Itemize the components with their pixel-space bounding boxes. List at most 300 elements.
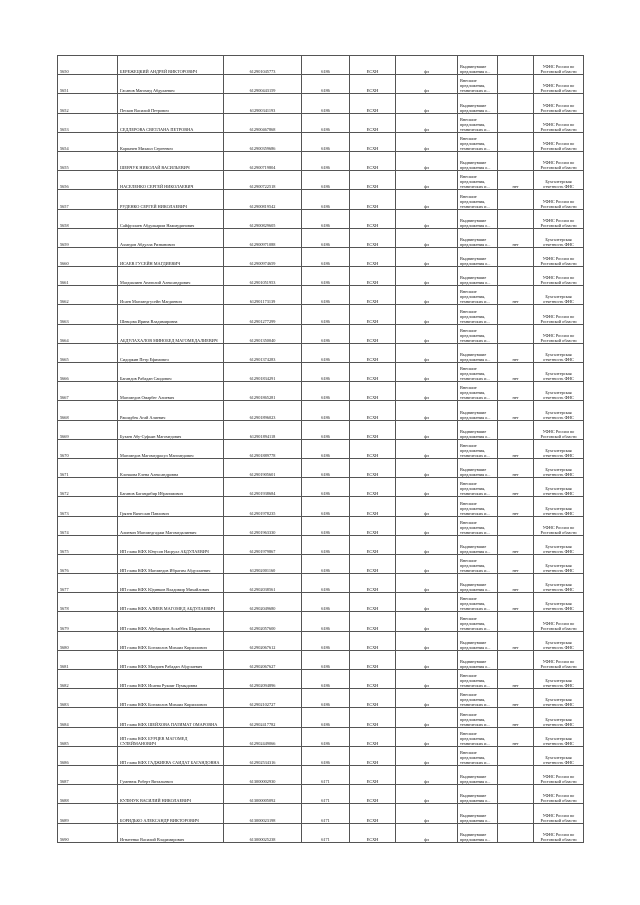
table-row: [58, 228, 584, 247]
entity-name: Алиевич Магомедгаджи Магомедалиевич: [118, 516, 224, 535]
tax-regime: ЕСХН: [350, 535, 396, 554]
region-code: 6186: [302, 670, 350, 689]
flag-mark: нет: [498, 228, 534, 247]
inn-number: 612901834291: [224, 363, 302, 382]
table-row: [58, 343, 584, 362]
row-number: 5675: [58, 535, 118, 554]
tax-regime: ЕСХН: [350, 746, 396, 765]
flag-mark: нет: [498, 343, 534, 362]
region-code: 6186: [302, 343, 350, 362]
entity-form: фл: [396, 151, 458, 170]
entity-form: фл: [396, 708, 458, 727]
inn-number: 612900443159: [224, 75, 302, 94]
entity-form: фл: [396, 593, 458, 612]
region-code: 6171: [302, 804, 350, 823]
tax-regime: ЕСХН: [350, 401, 396, 420]
entity-form: фл: [396, 631, 458, 650]
table-row: [58, 401, 584, 420]
inn-number: 612901350040: [224, 324, 302, 343]
row-number: 5665: [58, 343, 118, 362]
entity-name: Магомедов Омарбег Алиевич: [118, 382, 224, 401]
tax-regime: ЕСХН: [350, 151, 396, 170]
source-org: Бухгалтерская отчетность ФНС: [534, 382, 584, 401]
criteria-text: Внесшие предложения, технических и...: [458, 516, 498, 535]
row-number: 5661: [58, 267, 118, 286]
entity-form: фл: [396, 401, 458, 420]
flag-mark: [498, 650, 534, 669]
inn-number: 612901963330: [224, 516, 302, 535]
criteria-text: Внесшие предложения, технических и...: [458, 324, 498, 343]
table-row: [58, 190, 584, 209]
region-code: 6186: [302, 708, 350, 727]
inn-number: 612900819542: [224, 190, 302, 209]
inn-number: 612900467868: [224, 113, 302, 132]
inn-number: 612902001160: [224, 554, 302, 573]
row-number: 5672: [58, 478, 118, 497]
criteria-text: Выдвинувшие предложения о...: [458, 420, 498, 439]
region-code: 6186: [302, 382, 350, 401]
inn-number: 612901979867: [224, 535, 302, 554]
region-code: 6186: [302, 267, 350, 286]
tax-regime: ЕСХН: [350, 190, 396, 209]
flag-mark: [498, 804, 534, 823]
row-number: 5655: [58, 151, 118, 170]
entity-name: БОРИДЬКО АЛЕКСАНДР ВИКТОРОВИЧ: [118, 804, 224, 823]
entity-name: ИП глава КФХ АЛИЕВ МАГОМЕД АБДУЛАЕВИЧ: [118, 593, 224, 612]
inn-number: 612902038561: [224, 574, 302, 593]
table-row: [58, 535, 584, 554]
source-org: УФНС России по Ростовской области: [534, 785, 584, 804]
table-row: [58, 209, 584, 228]
tax-regime: ЕСХН: [350, 823, 396, 842]
region-code: 6186: [302, 439, 350, 458]
inn-number: 612902049680: [224, 593, 302, 612]
entity-form: фл: [396, 516, 458, 535]
source-org: Бухгалтерская отчетность ФНС: [534, 689, 584, 708]
tax-regime: ЕСХН: [350, 593, 396, 612]
tax-regime: ЕСХН: [350, 228, 396, 247]
source-org: Бухгалтерская отчетность ФНС: [534, 593, 584, 612]
source-org: УФНС России по Ростовской области: [534, 516, 584, 535]
flag-mark: [498, 190, 534, 209]
source-org: УФНС России по Ростовской области: [534, 247, 584, 266]
tax-regime: ЕСХН: [350, 516, 396, 535]
criteria-text: Внесшие предложения, технических и...: [458, 75, 498, 94]
entity-name: Сидоркин Петр Ефимович: [118, 343, 224, 362]
region-code: 6186: [302, 420, 350, 439]
inn-number: 612901978235: [224, 497, 302, 516]
entity-form: фл: [396, 343, 458, 362]
flag-mark: нет: [498, 478, 534, 497]
inn-number: 612901173139: [224, 286, 302, 305]
row-number: 5657: [58, 190, 118, 209]
tax-regime: ЕСХН: [350, 113, 396, 132]
tax-regime: ЕСХН: [350, 727, 396, 746]
criteria-text: Внесшие предложения, технических и...: [458, 593, 498, 612]
entity-name: Гуменюк Роберт Витальевич: [118, 765, 224, 784]
row-number: 5684: [58, 708, 118, 727]
source-org: УФНС России по Ростовской области: [534, 151, 584, 170]
flag-mark: [498, 765, 534, 784]
table-row: [58, 151, 584, 170]
row-number: 5658: [58, 209, 118, 228]
region-code: 6186: [302, 574, 350, 593]
criteria-text: Выдвинувшие предложения о...: [458, 458, 498, 477]
region-code: 6186: [302, 113, 350, 132]
entity-form: фл: [396, 324, 458, 343]
inn-number: 612902417782: [224, 708, 302, 727]
entity-name: Гасанов Магомед Абдулаевич: [118, 75, 224, 94]
criteria-text: Внесшие предложения, технических и...: [458, 689, 498, 708]
inn-number: 612901896023: [224, 401, 302, 420]
table-row: [58, 727, 584, 746]
entity-name: ИП глава КФХ Исаева Рукият Пумыдовна: [118, 670, 224, 689]
tax-regime: ЕСХН: [350, 75, 396, 94]
criteria-text: Внесшие предложения, технических и...: [458, 554, 498, 573]
row-number: 5654: [58, 132, 118, 151]
flag-mark: нет: [498, 363, 534, 382]
source-org: УФНС России по Ростовской области: [534, 190, 584, 209]
source-org: УФНС России по Ростовской области: [534, 94, 584, 113]
table-row: [58, 305, 584, 324]
row-number: 5668: [58, 401, 118, 420]
entity-name: Сайфуллаев Абдулкарим Нажмудинович: [118, 209, 224, 228]
criteria-text: Выдвинувшие предложения о...: [458, 804, 498, 823]
criteria-text: Внесшие предложения, технических и...: [458, 497, 498, 516]
region-code: 6186: [302, 593, 350, 612]
criteria-text: Выдвинувшие предложения о...: [458, 343, 498, 362]
tax-regime: ЕСХН: [350, 708, 396, 727]
table-row: [58, 363, 584, 382]
region-code: 6186: [302, 94, 350, 113]
region-code: 6186: [302, 746, 350, 765]
criteria-text: Внесшие предложения, технических и...: [458, 439, 498, 458]
entity-name: АБДУЛАХАЛОВ МИНОБЕД МАГОМЕДАЛИЕВИЧ: [118, 324, 224, 343]
entity-name: ИП глава КФХ Богомолов Михаил Кириллович: [118, 631, 224, 650]
entity-name: ИП глава КФХ Магомедов Ибрагим Абдуллаевич: [118, 554, 224, 573]
entity-form: фл: [396, 209, 458, 228]
tax-regime: ЕСХН: [350, 497, 396, 516]
inn-number: 613000005092: [224, 785, 302, 804]
source-org: УФНС России по Ростовской области: [534, 209, 584, 228]
entity-form: фл: [396, 689, 458, 708]
entity-form: фл: [396, 305, 458, 324]
entity-name: Магдиалиев Анатолий Александрович: [118, 267, 224, 286]
table-row: [58, 94, 584, 113]
entity-form: фл: [396, 228, 458, 247]
table-row: [58, 612, 584, 631]
region-code: 6186: [302, 75, 350, 94]
tax-regime: ЕСХН: [350, 650, 396, 669]
source-org: УФНС России по Ростовской области: [534, 765, 584, 784]
criteria-text: Внесшие предложения, технических и...: [458, 305, 498, 324]
inn-number: 612900829605: [224, 209, 302, 228]
inn-number: 612901905601: [224, 458, 302, 477]
criteria-text: Выдвинувшие предложения о...: [458, 574, 498, 593]
row-number: 5678: [58, 593, 118, 612]
row-number: 5685: [58, 727, 118, 746]
source-org: Бухгалтерская отчетность ФНС: [534, 670, 584, 689]
row-number: 5666: [58, 363, 118, 382]
table-row: [58, 689, 584, 708]
inn-number: 612900341193: [224, 94, 302, 113]
table-row: [58, 516, 584, 535]
source-org: УФНС России по Ростовской области: [534, 75, 584, 94]
source-org: Бухгалтерская отчетность ФНС: [534, 478, 584, 497]
source-org: УФНС России по Ростовской области: [534, 113, 584, 132]
row-number: 5664: [58, 324, 118, 343]
region-code: 6186: [302, 190, 350, 209]
criteria-text: Выдвинувшие предложения о...: [458, 401, 498, 420]
tax-regime: ЕСХН: [350, 439, 396, 458]
flag-mark: нет: [498, 382, 534, 401]
table-row: [58, 785, 584, 804]
region-code: 6186: [302, 689, 350, 708]
region-code: 6186: [302, 305, 350, 324]
source-org: Бухгалтерская отчетность ФНС: [534, 228, 584, 247]
inn-number: 612901889778: [224, 439, 302, 458]
flag-mark: нет: [498, 689, 534, 708]
row-number: 5683: [58, 689, 118, 708]
inn-number: 612902449066: [224, 727, 302, 746]
table-row: [58, 247, 584, 266]
entity-name: НАСЕЛЕНКО СЕРГЕЙ НИКОЛАЕВИЧ: [118, 171, 224, 190]
region-code: 6186: [302, 458, 350, 477]
region-code: 6171: [302, 823, 350, 842]
criteria-text: Выдвинувшие предложения о...: [458, 228, 498, 247]
region-code: 6186: [302, 497, 350, 516]
entity-form: фл: [396, 247, 458, 266]
entity-name: КУЛЬЧУК ВАСИЛИЙ НИКОЛАЕВИЧ: [118, 785, 224, 804]
region-code: 6186: [302, 228, 350, 247]
inn-number: 612902094896: [224, 670, 302, 689]
row-number: 5679: [58, 612, 118, 631]
source-org: Бухгалтерская отчетность ФНС: [534, 497, 584, 516]
flag-mark: [498, 516, 534, 535]
source-org: УФНС России по Ростовской области: [534, 823, 584, 842]
region-code: 6186: [302, 478, 350, 497]
criteria-text: Выдвинувшие предложения о...: [458, 823, 498, 842]
entity-form: фл: [396, 171, 458, 190]
entity-form: фл: [396, 267, 458, 286]
entity-name: ИП глава КФХ Абубакаров Асхаббек Шарапович: [118, 612, 224, 631]
entity-form: фл: [396, 670, 458, 689]
row-number: 5670: [58, 439, 118, 458]
criteria-text: Выдвинувшие предложения о...: [458, 650, 498, 669]
entity-name: Песков Василий Петрович: [118, 94, 224, 113]
entity-name: ИП глава КФХ БУРЦЕВ МАГОМЕД СУЛЕЙМАНОВИЧ: [118, 727, 224, 746]
entity-name: Клочкова Елена Александровна: [118, 458, 224, 477]
table-row: [58, 631, 584, 650]
criteria-text: Внесшие предложения, технических и...: [458, 113, 498, 132]
region-code: 6186: [302, 56, 350, 75]
criteria-text: Внесшие предложения, технических и...: [458, 190, 498, 209]
table-row: [58, 593, 584, 612]
table-row: [58, 708, 584, 727]
entity-form: фл: [396, 190, 458, 209]
flag-mark: нет: [498, 593, 534, 612]
table-row: [58, 267, 584, 286]
criteria-text: Выдвинувшие предложения о...: [458, 209, 498, 228]
region-code: 6186: [302, 247, 350, 266]
region-code: 6186: [302, 363, 350, 382]
entity-form: фл: [396, 765, 458, 784]
inn-number: 613000002930: [224, 765, 302, 784]
inn-number: 612902057600: [224, 612, 302, 631]
criteria-text: Внесшие предложения, технических и...: [458, 363, 498, 382]
entity-name: Грязев Вячеслав Павлович: [118, 497, 224, 516]
source-org: Бухгалтерская отчетность ФНС: [534, 631, 584, 650]
row-number: 5674: [58, 516, 118, 535]
tax-regime: ЕСХН: [350, 804, 396, 823]
source-org: Бухгалтерская отчетность ФНС: [534, 439, 584, 458]
flag-mark: [498, 746, 534, 765]
criteria-text: Выдвинувшие предложения о...: [458, 631, 498, 650]
source-org: УФНС России по Ростовской области: [534, 612, 584, 631]
entity-name: СЕДЛЕРОВА СВЕТЛАНА ПЕТРОВНА: [118, 113, 224, 132]
entity-name: Багандов Рабадан Саидович: [118, 363, 224, 382]
row-number: 5687: [58, 765, 118, 784]
table-row: [58, 804, 584, 823]
region-code: 6186: [302, 324, 350, 343]
entity-name: Исаев Магомедгусейн Магдиевич: [118, 286, 224, 305]
tax-regime: ЕСХН: [350, 382, 396, 401]
tax-regime: ЕСХН: [350, 94, 396, 113]
entity-form: фл: [396, 804, 458, 823]
table-row: [58, 324, 584, 343]
registry-rows: [58, 56, 584, 843]
entity-name: Рашидбек Агай Алиевич: [118, 401, 224, 420]
inn-number: 612901374283: [224, 343, 302, 362]
criteria-text: Внесшие предложения, технических и...: [458, 727, 498, 746]
entity-form: фл: [396, 650, 458, 669]
entity-form: фл: [396, 823, 458, 842]
entity-name: ИП глава КФХ Юдинков Владимир Михайлович: [118, 574, 224, 593]
entity-name: БЕРЕЖЕЦКИЙ АНДРЕЙ ВИКТОРОВИЧ: [118, 56, 224, 75]
tax-regime: ЕСХН: [350, 56, 396, 75]
criteria-text: Выдвинувшие предложения о...: [458, 56, 498, 75]
row-number: 5650: [58, 56, 118, 75]
criteria-text: Внесшие предложения, технических и...: [458, 382, 498, 401]
table-row: [58, 113, 584, 132]
table-row: [58, 56, 584, 75]
criteria-text: Внесшие предложения, технических и...: [458, 708, 498, 727]
source-org: УФНС России по Ростовской области: [534, 56, 584, 75]
flag-mark: нет: [498, 708, 534, 727]
entity-form: фл: [396, 785, 458, 804]
row-number: 5682: [58, 670, 118, 689]
flag-mark: нет: [498, 497, 534, 516]
region-code: 6186: [302, 132, 350, 151]
entity-name: ИП глава КФХ Магдиев Рабадан Абдулаевич: [118, 650, 224, 669]
source-org: Бухгалтерская отчетность ФНС: [534, 401, 584, 420]
inn-number: 612902102727: [224, 689, 302, 708]
row-number: 5659: [58, 228, 118, 247]
entity-form: фл: [396, 382, 458, 401]
inn-number: 612902067627: [224, 650, 302, 669]
region-code: 6186: [302, 286, 350, 305]
entity-name: РУДЕНКО СЕРГЕЙ НИКОЛАЕВИЧ: [118, 190, 224, 209]
flag-mark: нет: [498, 631, 534, 650]
criteria-text: Внесшие предложения, технических и...: [458, 670, 498, 689]
registry-table: [57, 55, 584, 843]
flag-mark: [498, 420, 534, 439]
table-row: [58, 574, 584, 593]
entity-form: фл: [396, 420, 458, 439]
tax-regime: ЕСХН: [350, 363, 396, 382]
table-row: [58, 746, 584, 765]
entity-form: фл: [396, 113, 458, 132]
tax-regime: ЕСХН: [350, 420, 396, 439]
table-row: [58, 382, 584, 401]
source-org: УФНС России по Ростовской области: [534, 650, 584, 669]
flag-mark: [498, 132, 534, 151]
entity-form: фл: [396, 56, 458, 75]
row-number: 5653: [58, 113, 118, 132]
region-code: 6186: [302, 151, 350, 170]
region-code: 6186: [302, 554, 350, 573]
row-number: 5689: [58, 804, 118, 823]
flag-mark: [498, 56, 534, 75]
flag-mark: нет: [498, 574, 534, 593]
entity-name: Шевцова Ирина Владимировна: [118, 305, 224, 324]
entity-form: фл: [396, 612, 458, 631]
row-number: 5681: [58, 650, 118, 669]
entity-name: ИП глава КФХ Юнусов Насрулл АБДУЛАЕВИЧ: [118, 535, 224, 554]
entity-form: фл: [396, 554, 458, 573]
row-number: 5671: [58, 458, 118, 477]
criteria-text: Внесшие предложения, технических и...: [458, 612, 498, 631]
entity-form: фл: [396, 574, 458, 593]
criteria-text: Выдвинувшие предложения о...: [458, 535, 498, 554]
inn-number: 612901894118: [224, 420, 302, 439]
region-code: 6171: [302, 765, 350, 784]
tax-regime: ЕСХН: [350, 612, 396, 631]
inn-number: 612902067612: [224, 631, 302, 650]
row-number: 5688: [58, 785, 118, 804]
tax-regime: ЕСХН: [350, 171, 396, 190]
entity-form: фл: [396, 746, 458, 765]
flag-mark: нет: [498, 286, 534, 305]
entity-form: фл: [396, 286, 458, 305]
criteria-text: Внесшие предложения, технических и...: [458, 746, 498, 765]
region-code: 6186: [302, 535, 350, 554]
tax-regime: ЕСХН: [350, 267, 396, 286]
entity-name: Игнатенко Василий Владимирович: [118, 823, 224, 842]
row-number: 5673: [58, 497, 118, 516]
tax-regime: ЕСХН: [350, 305, 396, 324]
criteria-text: Выдвинувшие предложения о...: [458, 267, 498, 286]
source-org: Бухгалтерская отчетность ФНС: [534, 746, 584, 765]
table-row: [58, 75, 584, 94]
entity-name: ИП глава КФХ ШЕЙХОВА ПАТИМАТ ОМАРОВНА: [118, 708, 224, 727]
tax-regime: ЕСХН: [350, 554, 396, 573]
tax-regime: ЕСХН: [350, 324, 396, 343]
entity-form: фл: [396, 458, 458, 477]
tax-regime: ЕСХН: [350, 286, 396, 305]
source-org: УФНС России по Ростовской области: [534, 804, 584, 823]
entity-form: фл: [396, 478, 458, 497]
entity-form: фл: [396, 727, 458, 746]
flag-mark: нет: [498, 439, 534, 458]
flag-mark: [498, 209, 534, 228]
row-number: 5663: [58, 305, 118, 324]
flag-mark: нет: [498, 401, 534, 420]
table-row: [58, 497, 584, 516]
region-code: 6186: [302, 631, 350, 650]
region-code: 6186: [302, 401, 350, 420]
tax-regime: ЕСХН: [350, 670, 396, 689]
